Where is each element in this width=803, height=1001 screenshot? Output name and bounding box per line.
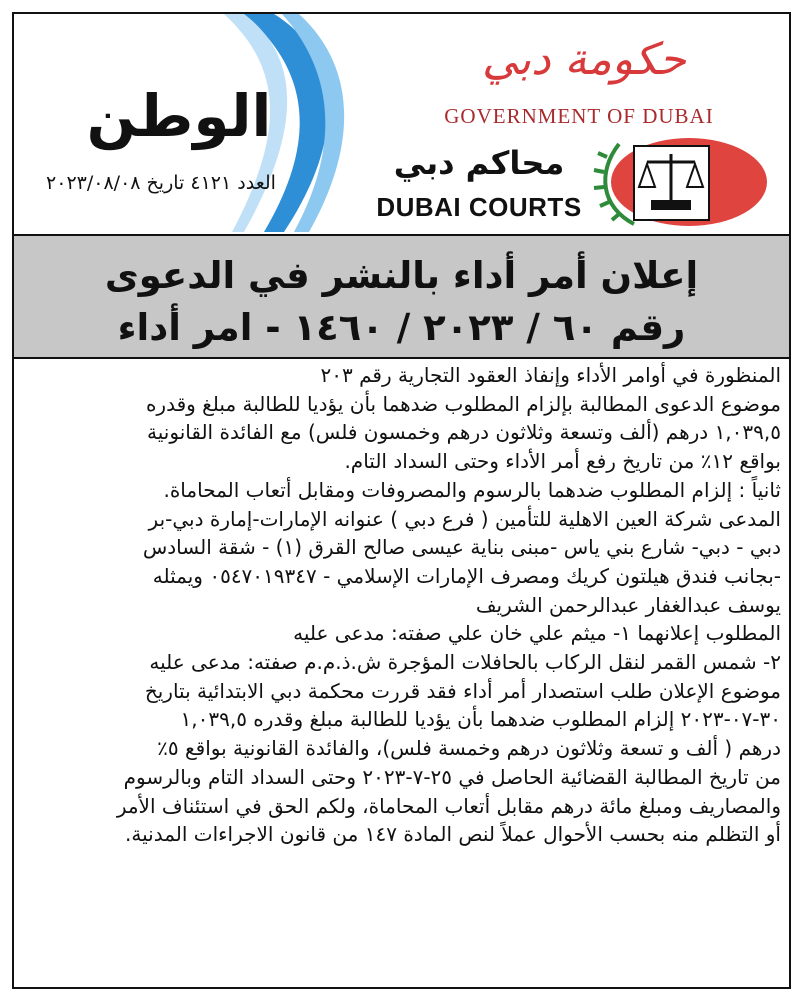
- body-line: موضوع الإعلان طلب استصدار أمر أداء فقد قررت محكمة دبي الابتدائية بتاريخ: [144, 678, 781, 703]
- newspaper-name: الوطن: [86, 82, 272, 150]
- government-english-logo: GOVERNMENT OF DUBAI: [444, 104, 714, 128]
- announcement-body: [24, 361, 781, 849]
- body-line: -بجانب فندق هيلتون كريك ومصرف الإمارات الإسلامي - ٠٥٤٧٠١٩٣٤٧ ويمثله: [152, 563, 781, 588]
- body-line: والمصاريف ومبلغ مائة درهم مقابل أتعاب المحاماة، ولكم الحق في استئناف الأمر: [116, 793, 781, 818]
- body-line: ثانياً : إلزام المطلوب ضدهما بالرسوم والمصروفات ومقابل أتعاب المحاماة.: [163, 477, 781, 502]
- body-line: من تاريخ المطالبة القضائية الحاصل في ٢٥-٧-٢٠٢٣ وحتى السداد التام وبالرسوم: [123, 764, 781, 789]
- body-line: أو التظلم منه بحسب الأحوال عملاً لنص المادة ١٤٧ من قانون الاجراءات المدنية.: [125, 822, 781, 847]
- issue-line: العدد ٤١٢١ تاريخ ٢٠٢٣/٠٨/٠٨: [46, 172, 276, 194]
- body-line: بواقع ١٢٪ من تاريخ رفع أمر الأداء وحتى السداد التام.: [344, 449, 781, 474]
- body-line: المدعى شركة العين الاهلية للتأمين ( فرع دبي ) عنوانه الإمارات-إمارة دبي-بر: [148, 506, 781, 531]
- body-line: ٣٠-٠٧-٢٠٢٣ إلزام المطلوب ضدهما بأن يؤديا للطالبة مبلغ وقدره ١,٠٣٩,٥: [180, 707, 781, 732]
- advertisement-frame: [12, 12, 791, 989]
- body-line: درهم ( ألف و تسعة وثلاثون درهم وخمسة فلس)، والفائدة القانونية بواقع ٥٪: [157, 736, 781, 761]
- body-line: ١,٠٣٩,٥ درهم (ألف وتسعة وثلاثون درهم وخمسون فلس) مع الفائدة القانونية: [147, 420, 781, 445]
- body-line: المطلوب إعلانهما ١- ميثم علي خان علي صفته: مدعى عليه: [293, 621, 781, 646]
- courts-arabic-title: محاكم دبي: [393, 144, 565, 182]
- body-line: يوسف عبدالغفار عبدالرحمن الشريف: [475, 592, 781, 617]
- body-line: ٢- شمس القمر لنقل الركاب بالحافلات المؤجرة ش.ذ.م.م صفته: مدعى عليه: [149, 650, 781, 675]
- government-arabic-logo: حكومة دبي: [482, 34, 686, 85]
- body-line: المنظورة في أوامر الأداء وإنفاذ العقود التجارية رقم ٢٠٣: [320, 363, 781, 387]
- courts-english-title: DUBAI COURTS: [376, 192, 582, 222]
- body-line: دبي - دبي- شارع بني ياس -مبنى بناية عيسى صالح القرق (١) - شقة السادس: [142, 535, 781, 560]
- announcement-title: إعلان أمر أداء بالنشر في الدعوى: [104, 254, 699, 297]
- scales-of-justice-icon: [589, 132, 769, 230]
- header: [14, 14, 789, 232]
- title-band: [14, 234, 789, 359]
- case-number: رقم ٦٠ / ٢٠٢٣ / ١٤٦٠ - امر أداء: [117, 306, 686, 349]
- body-line: موضوع الدعوى المطالبة بإلزام المطلوب ضدهما بأن يؤديا للطالبة مبلغ وقدره: [145, 391, 781, 416]
